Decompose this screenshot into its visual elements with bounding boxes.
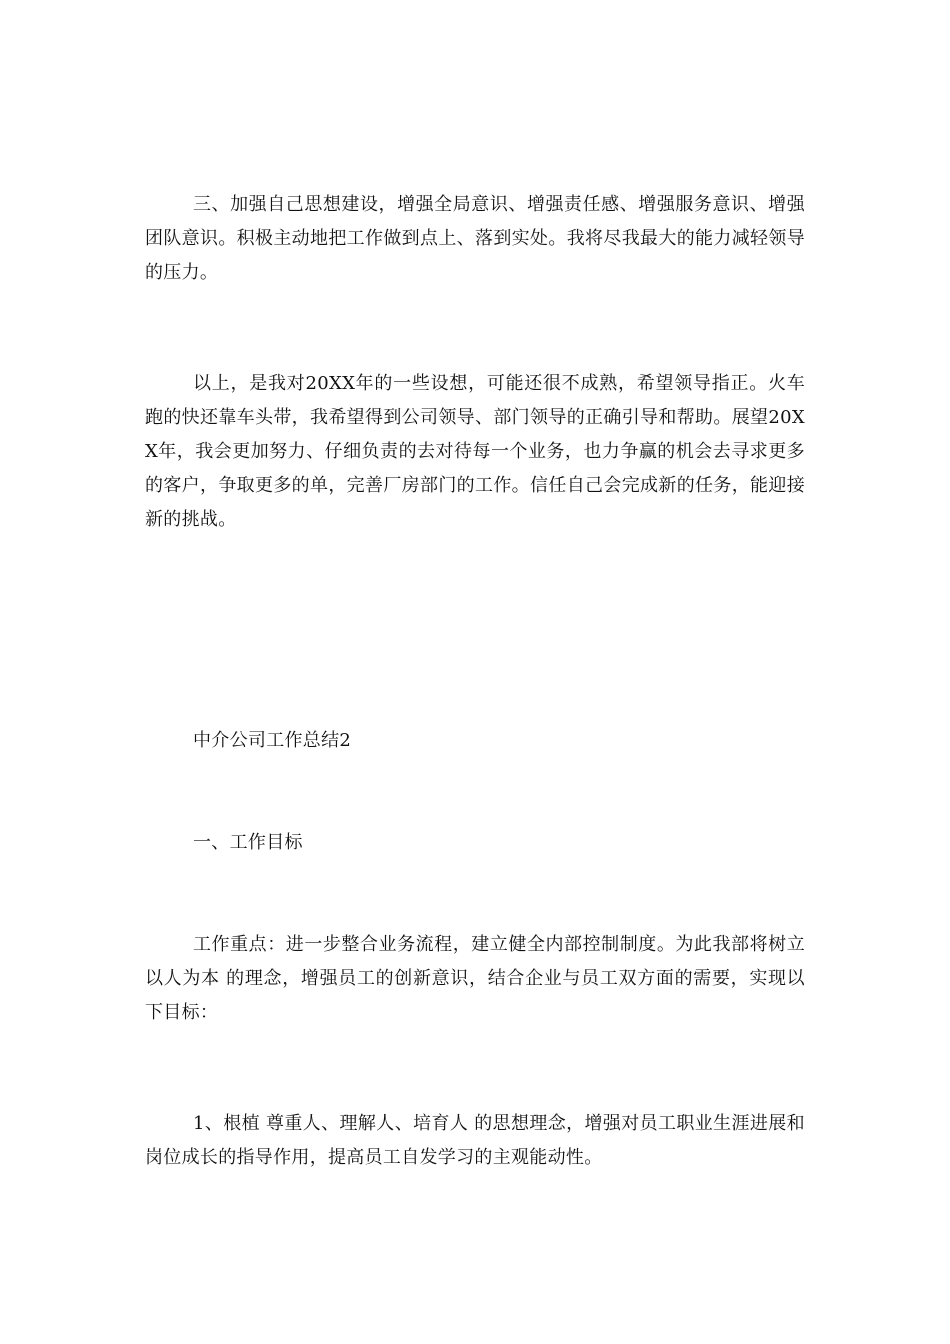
paragraph-goal-1: 1、根植 尊重人、理解人、培育人 的思想理念，增强对员工职业生涯进展和岗位成长的指导作用，提高员工自发学习的主观能动性。 <box>145 1113 805 1168</box>
subheading-work-goals: 一、工作目标 <box>193 832 303 853</box>
paragraph-strengthen-awareness: 三、加强自己思想建设，增强全局意识、增强责任感、增强服务意识、增强团队意识。积极主动地把工作做到点上、落到实处。我将尽我最大的能力减轻领导的压力。 <box>145 194 805 283</box>
paragraph-work-focus: 工作重点：进一步整合业务流程，建立健全内部控制制度。为此我部将树立 以人为本 的理念，增强员工的创新意识，结合企业与员工双方面的需要，实现以下目标： <box>145 934 805 1023</box>
section-title: 中介公司工作总结2 <box>193 730 352 751</box>
paragraph-closing-remarks: 以上，是我对20XX年的一些设想，可能还很不成熟，希望领导指正。火车跑的快还靠车头带，我希望得到公司领导、部门领导的正确引导和帮助。展望20XX年，我会更加努力、仔细负责的去对待每一个业务，也力争赢的机会去寻求更多的客户，争取更多的单，完善厂房部门的工作。信任自己会完成新的任务，能迎接新的挑战。 <box>145 373 805 530</box>
